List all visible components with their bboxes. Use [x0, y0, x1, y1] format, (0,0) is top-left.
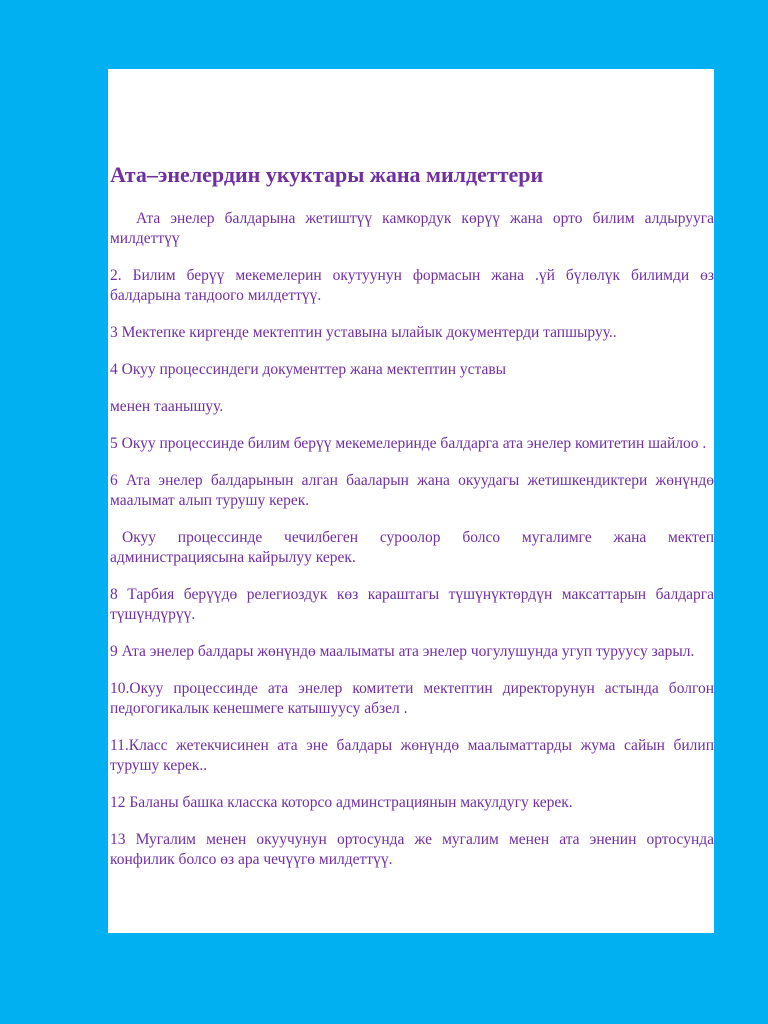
document-page [108, 69, 714, 933]
paragraph-12: 12 Баланы башка класска которсо админстрациянын макулдугу керек. [110, 794, 573, 811]
paragraph-1: Ата энелер балдарына жетиштүү камкордук көрүү жана орто билим алдырууга милдеттүү [110, 210, 714, 247]
page-title: Ата–энелердин укуктары жана милдеттери [110, 162, 544, 187]
paragraph-4: 4 Окуу процессиндеги документтер жана мектептин уставы [110, 361, 507, 378]
document-body [110, 209, 714, 870]
paragraph-9: 9 Ата энелер балдары жөнүндө маалыматы ата энелер чогулушунда угуп туруусу зарыл. [110, 643, 695, 660]
paragraph-4-continued: менен таанышуу. [110, 398, 224, 415]
paragraph-2: 2. Билим берүү мекемелерин окутуунун формасын жана .үй бүлөлүк билимди өз балдарына тандоого милдеттүү. [110, 267, 714, 304]
paragraph-6: 6 Ата энелер балдарынын алган бааларын жана окуудагы жетишкендиктери жөнүндө маалымат алып турушу керек. [110, 472, 714, 509]
paragraph-5: 5 Окуу процессинде билим берүү мекемелеринде балдарга ата энелер комитетин шайлоо . [110, 435, 707, 452]
paragraph-3: 3 Мектепке киргенде мектептин уставына ылайык документерди тапшыруу.. [110, 324, 617, 341]
paragraph-11: 11.Класс жетекчисинен ата эне балдары жөнүндө маалыматтарды жума сайын билип турушу керек.. [110, 737, 714, 774]
paragraph-8: 8 Тарбия берүүдө релегиоздук көз караштагы түшүнүктөрдүн максаттарын балдарга түшүндүрүү. [110, 586, 714, 623]
paragraph-13: 13 Мугалим менен окуучунун ортосунда же мугалим менен ата эненин ортосунда конфилик болсо өз ара чечүүгө милдеттүү. [110, 831, 714, 868]
paragraph-7: Окуу процессинде чечилбеген суроолор болсо мугалимге жана мектеп администрациясына кайрылуу керек. [110, 529, 714, 566]
paragraph-10: 10.Окуу процессинде ата энелер комитети мектептин директорунун астында болгон педогогикалык кенешмеге катышуусу абзел . [110, 680, 714, 717]
